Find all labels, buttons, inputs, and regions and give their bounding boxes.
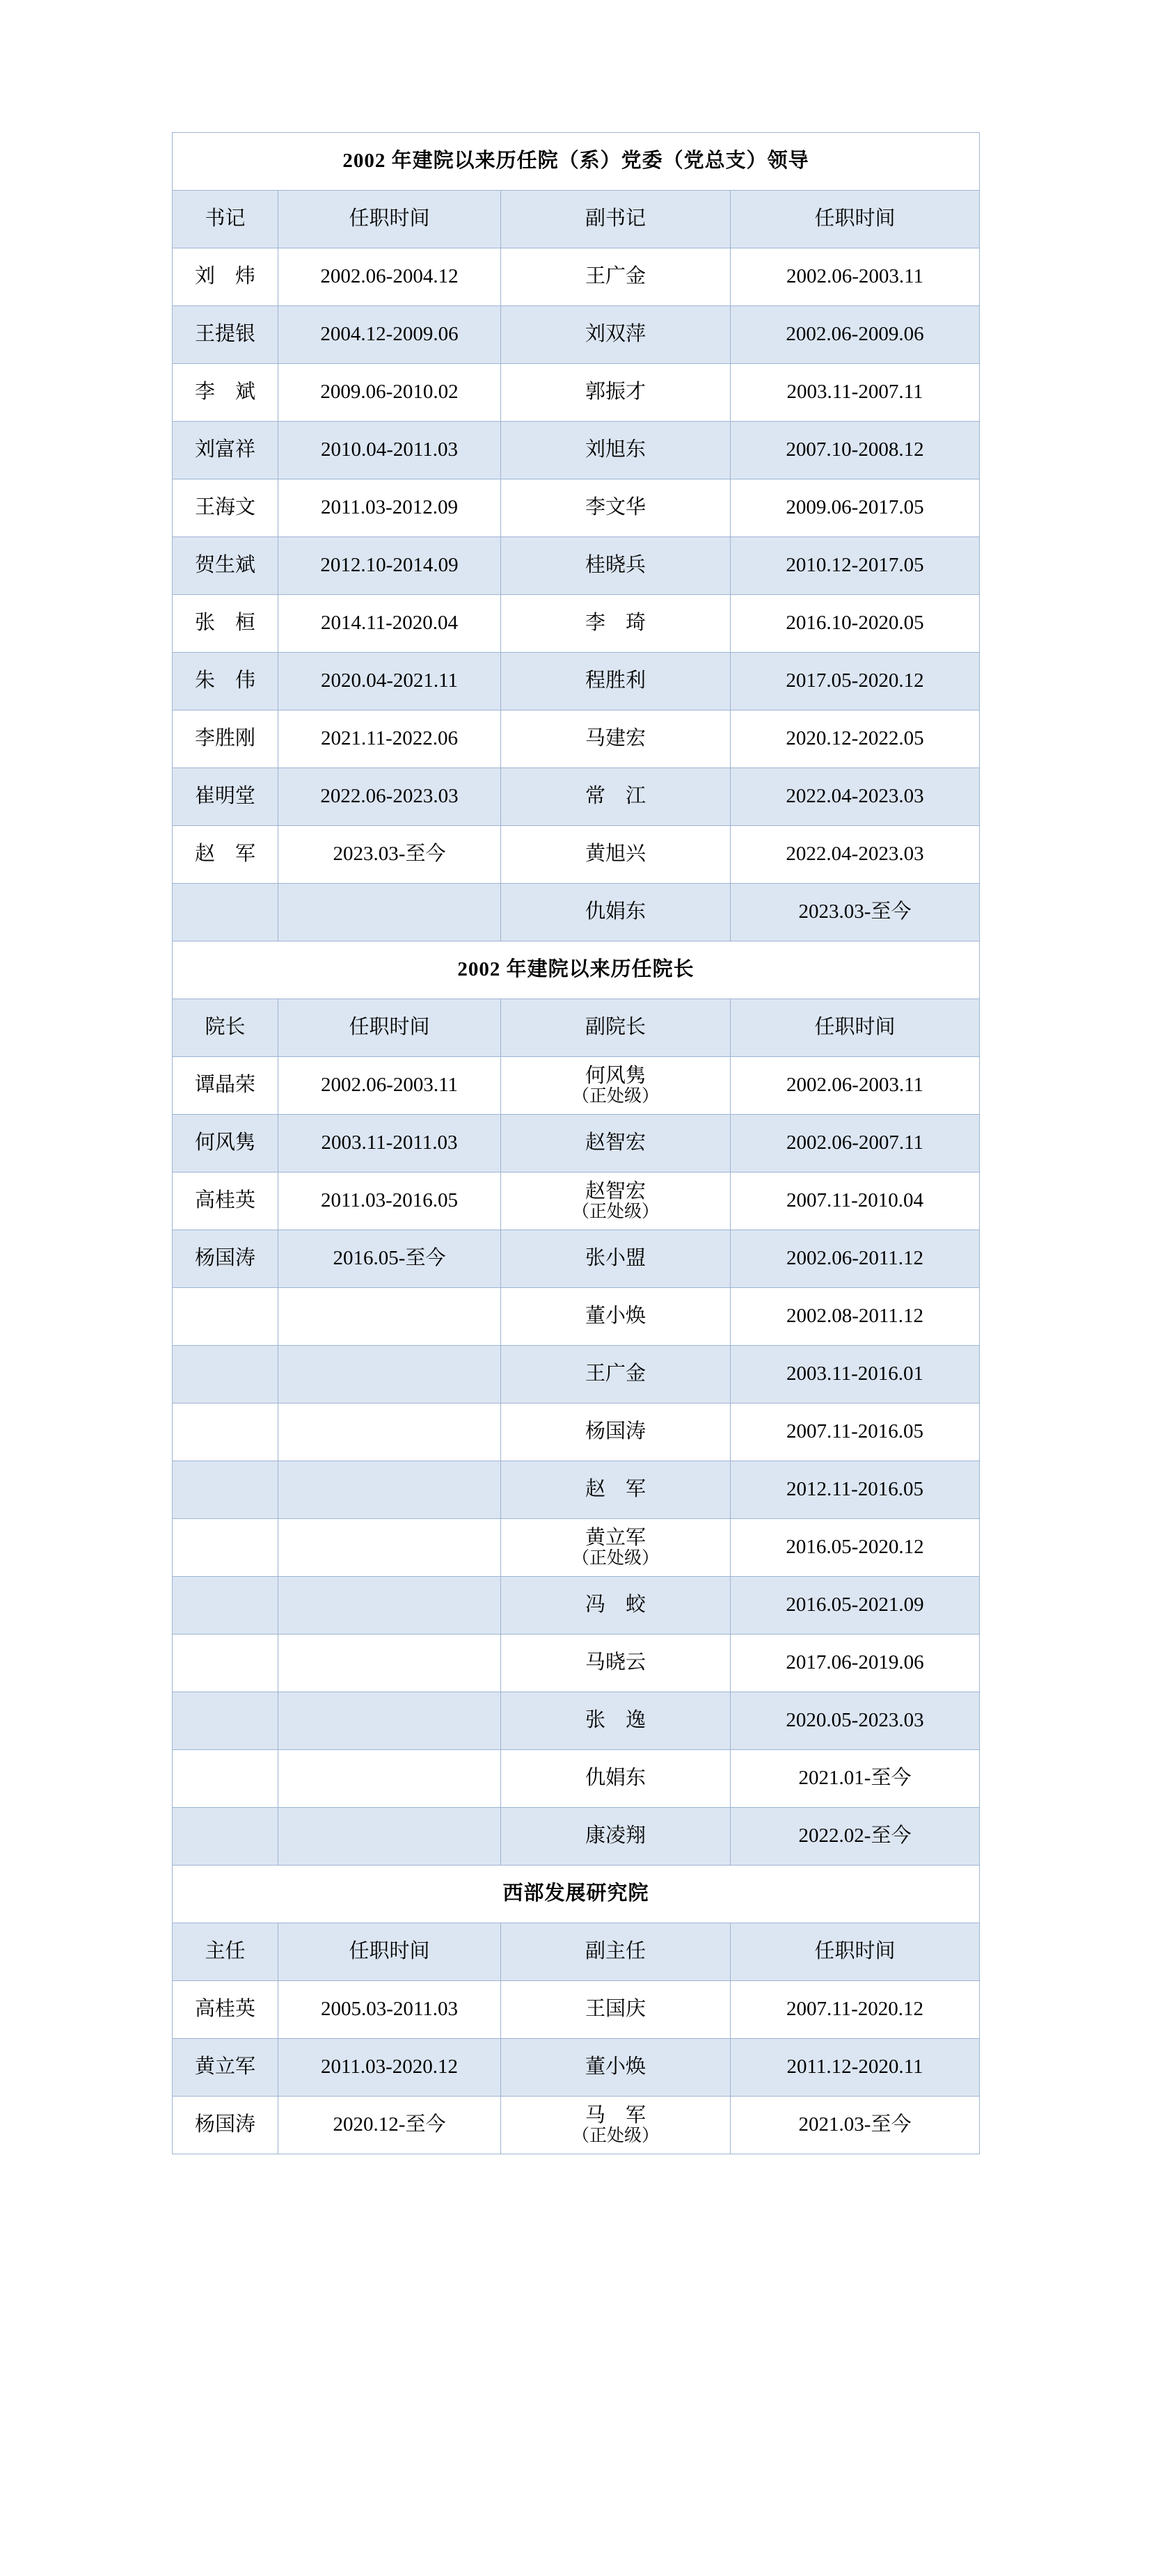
cell-term-secretary: 2010.04-2011.03 [278,422,501,479]
column-header-3: 副主任 [501,1923,731,1981]
cell-empty [278,1288,501,1346]
cell-name-dean: 杨国涛 [173,1230,278,1288]
cell-name-deputy [501,1519,731,1577]
cell-empty [173,1808,278,1866]
cell-term-deputy: 2020.05-2023.03 [731,1692,980,1750]
table-row [173,1288,980,1346]
cell-empty [278,1577,501,1635]
cell-empty [278,1346,501,1404]
cell-term-deputy: 2016.10-2020.05 [731,595,980,653]
cell-name-secretary: 朱 伟 [173,653,278,710]
cell-empty [173,1404,278,1461]
table-row [173,1692,980,1750]
cell-name-deputy [501,1172,731,1230]
cell-name-deputy: 董小焕 [501,1288,731,1346]
cell-name-deputy: 仇娟东 [501,1750,731,1808]
table-row [173,248,980,306]
cell-term-deputy: 2002.06-2011.12 [731,1230,980,1288]
column-header-1: 主任 [173,1923,278,1981]
cell-name-note: （正处级） [571,1087,659,1106]
table-row [173,1404,980,1461]
section-title: 西部发展研究院 [173,1866,980,1923]
table-row [173,422,980,479]
column-header-1: 院长 [173,999,278,1057]
table-row [173,1577,980,1635]
section-title-row [173,1866,980,1923]
cell-name-note: （正处级） [571,1202,659,1222]
cell-name-secretary: 刘富祥 [173,422,278,479]
cell-name-deputy: 李文华 [501,479,731,537]
table-row [173,1346,980,1404]
table-row [173,1230,980,1288]
table-row [173,2097,980,2154]
section-title-row [173,941,980,999]
cell-term-dean: 2002.06-2003.11 [278,1057,501,1115]
section-title-row [173,133,980,191]
cell-name-text: 黄立军 [585,1526,646,1549]
cell-empty [173,1692,278,1750]
column-header-3: 副书记 [501,191,731,248]
column-header-1: 书记 [173,191,278,248]
table-row [173,884,980,941]
cell-name-note: （正处级） [571,1549,659,1568]
cell-term-deputy-director: 2011.12-2020.11 [731,2039,980,2097]
column-header-2: 任职时间 [278,1923,501,1981]
cell-term-secretary: 2022.06-2023.03 [278,768,501,826]
cell-term-deputy: 2002.06-2003.11 [731,1057,980,1115]
cell-empty [278,1519,501,1577]
cell-term-deputy: 2016.05-2020.12 [731,1519,980,1577]
cell-name-director: 杨国涛 [173,2097,278,2154]
cell-empty [173,1577,278,1635]
cell-empty [173,1635,278,1692]
column-header-row [173,1923,980,1981]
cell-term-director: 2020.12-至今 [278,2097,501,2154]
cell-empty [173,884,278,941]
leadership-tables [172,132,979,2154]
cell-term-secretary: 2011.03-2012.09 [278,479,501,537]
table-row [173,364,980,422]
cell-term-secretary: 2012.10-2014.09 [278,537,501,595]
column-header-row [173,191,980,248]
cell-name-deputy: 张小盟 [501,1230,731,1288]
cell-name-director: 黄立军 [173,2039,278,2097]
cell-name-deputy: 仇娟东 [501,884,731,941]
cell-name-secretary: 李 斌 [173,364,278,422]
section-title: 2002 年建院以来历任院（系）党委（党总支）领导 [173,133,980,191]
cell-name-director: 高桂英 [173,1981,278,2039]
cell-empty [173,1346,278,1404]
cell-term-deputy: 2002.06-2009.06 [731,306,980,364]
table-row [173,2039,980,2097]
cell-name-dean: 高桂英 [173,1172,278,1230]
cell-term-dean: 2011.03-2016.05 [278,1172,501,1230]
cell-name-secretary: 崔明堂 [173,768,278,826]
cell-term-deputy-director: 2007.11-2020.12 [731,1981,980,2039]
cell-term-deputy: 2007.10-2008.12 [731,422,980,479]
cell-name-deputy-director [501,2097,731,2154]
cell-term-deputy: 2017.05-2020.12 [731,653,980,710]
table-row [173,1461,980,1519]
cell-term-deputy: 2003.11-2016.01 [731,1346,980,1404]
cell-term-dean: 2003.11-2011.03 [278,1115,501,1172]
cell-term-secretary: 2009.06-2010.02 [278,364,501,422]
cell-term-deputy: 2021.01-至今 [731,1750,980,1808]
cell-name-text: 赵智宏 [585,1179,646,1202]
cell-term-deputy: 2012.11-2016.05 [731,1461,980,1519]
table-row [173,1635,980,1692]
cell-term-director: 2011.03-2020.12 [278,2039,501,2097]
cell-empty [278,1808,501,1866]
cell-name-secretary: 贺生斌 [173,537,278,595]
cell-term-secretary: 2002.06-2004.12 [278,248,501,306]
table-row [173,306,980,364]
cell-empty [173,1750,278,1808]
cell-term-deputy: 2010.12-2017.05 [731,537,980,595]
cell-term-deputy: 2017.06-2019.06 [731,1635,980,1692]
cell-empty [278,1750,501,1808]
table-row [173,653,980,710]
cell-term-deputy: 2023.03-至今 [731,884,980,941]
cell-name-deputy: 程胜利 [501,653,731,710]
cell-empty [173,1519,278,1577]
cell-name-deputy: 桂晓兵 [501,537,731,595]
cell-term-secretary: 2021.11-2022.06 [278,710,501,768]
cell-term-deputy: 2002.06-2003.11 [731,248,980,306]
column-header-4: 任职时间 [731,191,980,248]
cell-name-deputy: 马晓云 [501,1635,731,1692]
column-header-2: 任职时间 [278,191,501,248]
cell-term-deputy-director: 2021.03-至今 [731,2097,980,2154]
table-row [173,537,980,595]
cell-name-deputy: 刘旭东 [501,422,731,479]
cell-name-deputy: 冯 蛟 [501,1577,731,1635]
cell-name-deputy: 李 琦 [501,595,731,653]
cell-name-deputy: 康凌翔 [501,1808,731,1866]
cell-term-secretary: 2014.11-2020.04 [278,595,501,653]
table-row [173,1981,980,2039]
cell-term-dean: 2016.05-至今 [278,1230,501,1288]
cell-term-director: 2005.03-2011.03 [278,1981,501,2039]
table-row [173,479,980,537]
column-header-4: 任职时间 [731,1923,980,1981]
column-header-4: 任职时间 [731,999,980,1057]
cell-name-text: 马 军 [585,2104,646,2126]
cell-empty [278,1461,501,1519]
cell-term-deputy: 2022.04-2023.03 [731,826,980,884]
cell-name-secretary: 李胜刚 [173,710,278,768]
cell-name-secretary: 刘 炜 [173,248,278,306]
table-row [173,595,980,653]
cell-name-secretary: 王海文 [173,479,278,537]
table-row [173,1057,980,1115]
cell-name-deputy [501,1057,731,1115]
cell-name-dean: 何风隽 [173,1115,278,1172]
column-header-row [173,999,980,1057]
cell-name-deputy-director: 董小焕 [501,2039,731,2097]
cell-name-deputy: 张 逸 [501,1692,731,1750]
cell-term-deputy: 2003.11-2007.11 [731,364,980,422]
cell-name-deputy: 王广金 [501,1346,731,1404]
table-row [173,826,980,884]
cell-term-deputy: 2007.11-2016.05 [731,1404,980,1461]
cell-term-deputy: 2022.04-2023.03 [731,768,980,826]
cell-empty [278,1404,501,1461]
column-header-3: 副院长 [501,999,731,1057]
cell-empty [173,1461,278,1519]
cell-term-deputy: 2002.08-2011.12 [731,1288,980,1346]
cell-empty [278,1635,501,1692]
leadership-table [172,132,980,2154]
cell-empty [278,884,501,941]
cell-term-deputy: 2016.05-2021.09 [731,1577,980,1635]
cell-name-deputy: 马建宏 [501,710,731,768]
cell-term-deputy: 2022.02-至今 [731,1808,980,1866]
table-row [173,768,980,826]
cell-term-deputy: 2020.12-2022.05 [731,710,980,768]
table-body [173,133,980,2154]
cell-term-deputy: 2007.11-2010.04 [731,1172,980,1230]
cell-name-deputy: 郭振才 [501,364,731,422]
cell-name-text: 何风隽 [585,1064,646,1087]
cell-name-deputy: 刘双萍 [501,306,731,364]
cell-name-secretary: 王提银 [173,306,278,364]
cell-term-deputy: 2009.06-2017.05 [731,479,980,537]
cell-term-deputy: 2002.06-2007.11 [731,1115,980,1172]
cell-name-dean: 谭晶荣 [173,1057,278,1115]
cell-name-secretary: 张 桓 [173,595,278,653]
table-row [173,1519,980,1577]
table-row [173,710,980,768]
cell-term-secretary: 2020.04-2021.11 [278,653,501,710]
table-row [173,1808,980,1866]
cell-name-deputy: 常 江 [501,768,731,826]
cell-name-note: （正处级） [571,2126,659,2146]
cell-name-deputy: 赵 军 [501,1461,731,1519]
column-header-2: 任职时间 [278,999,501,1057]
cell-name-deputy: 王广金 [501,248,731,306]
cell-name-deputy: 杨国涛 [501,1404,731,1461]
section-title: 2002 年建院以来历任院长 [173,941,980,999]
cell-name-secretary: 赵 军 [173,826,278,884]
cell-empty [278,1692,501,1750]
cell-empty [173,1288,278,1346]
cell-name-deputy: 黄旭兴 [501,826,731,884]
cell-term-secretary: 2004.12-2009.06 [278,306,501,364]
table-row [173,1115,980,1172]
table-row [173,1750,980,1808]
table-row [173,1172,980,1230]
cell-name-deputy: 赵智宏 [501,1115,731,1172]
cell-name-deputy-director: 王国庆 [501,1981,731,2039]
cell-term-secretary: 2023.03-至今 [278,826,501,884]
